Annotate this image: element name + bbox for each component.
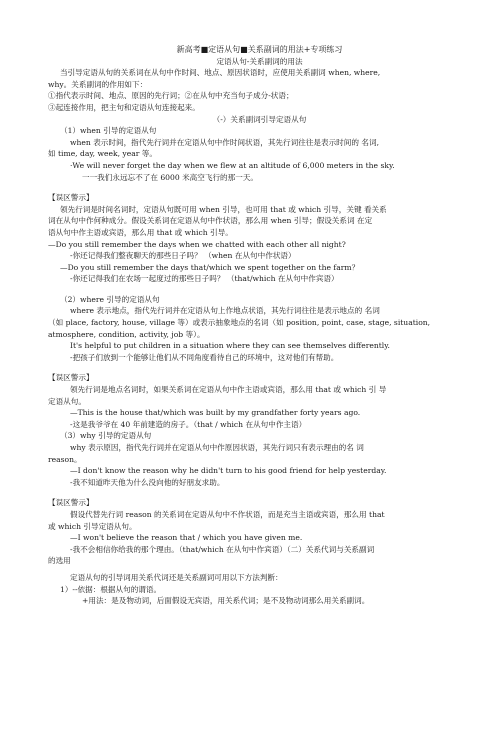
where-desc: atmosphere, condition, activity, job 等）。 bbox=[48, 329, 205, 339]
method-text: 定语从句的引导词用关系代词还是关系副词可用以下方法判断： bbox=[70, 572, 283, 582]
warning-text: 词在从句中作何种成分。假设关系词在定语从句中作状语，那么用 when 引导；假设关系词 在定 bbox=[48, 216, 373, 226]
warning-text: 假设代替先行词 reason 的关系词在定语从句中不作状语，而是充当主语或宾语，那么用 that bbox=[70, 509, 385, 519]
example-cn: 一一我们永远忘不了在 6000 米高空飞行的那一天。 bbox=[82, 172, 259, 182]
where-desc: （如 place, factory, house, village 等）或表示抽象地点的名词（如 position, point, case, stage, situation, bbox=[48, 318, 431, 328]
warning-text: 定语从句。 bbox=[48, 396, 86, 406]
example-en: —This is the house that/which was built by my grandfather forty years ago. bbox=[70, 408, 361, 418]
example-cn: -你还记得我们在农场一起度过的那些日子吗？ （that/which 在从句中作宾语） bbox=[70, 274, 339, 284]
example-en: —Do you still remember the days when we chatted with each other all night? bbox=[48, 239, 346, 249]
where-desc: where 表示地点，指代先行词并在定语从句上作地点状语，其先行词往往是表示地点的 名词 bbox=[70, 306, 380, 316]
intro-line: why。关系副词的作用如下： bbox=[48, 79, 148, 89]
example-cn: -把孩子们放到一个能够让他们从不同角度看待自己的环境中，这对他们有帮助。 bbox=[70, 352, 339, 362]
why-heading: （3）why 引导的定语从句 bbox=[60, 431, 152, 441]
warning-text: 或 which 引导定语从句。 bbox=[48, 521, 137, 531]
when-heading: （1）when 引导的定语从句 bbox=[60, 126, 157, 136]
doc-title: 新高考■定语从句■关系副词的用法+专项练习 bbox=[176, 45, 343, 54]
doc-subtitle: 定语从句-关系副词的用法 bbox=[216, 56, 303, 66]
example-cn: -我不会相信你给我的那个理由。（that/which 在从句中作宾语）（二）关系代词与关系副词 bbox=[70, 544, 375, 554]
intro-line: ③起连接作用，把主句和定语从句连接起来。 bbox=[48, 102, 200, 112]
example-cn: -你还记得我们整夜聊天的那些日子吗？ （when 在从句中作状语） bbox=[70, 251, 296, 261]
why-desc: why 表示原因，指代先行词并在定语从句中作原因状语，其先行词只有表示理由的名 词 bbox=[70, 443, 364, 452]
when-desc: when 表示时间，指代先行词并在定语从句中作时间状语，其先行词往往是表示时间的 名词, bbox=[70, 137, 379, 147]
example-cn: -我不知道昨天他为什么没向他的好朋友求助。 bbox=[70, 477, 225, 487]
example-en: —I won't believe the reason that / which you have given me. bbox=[70, 533, 303, 543]
why-desc: reason。 bbox=[48, 454, 82, 464]
method-text: 1）--依据：根据从句的谓语。 bbox=[60, 584, 162, 594]
example-cn: -这是我爷爷在 40 年前建造的房子。（that / which 在从句中作主语） bbox=[70, 419, 307, 429]
example-en: ·We will never forget the day when we flew at an altitude of 6,000 meters in the sky. bbox=[70, 160, 395, 170]
intro-line: ①指代表示时间、地点、原因的先行词；②在从句中充当句子成分-状语； bbox=[48, 91, 294, 101]
method-text: +用法：是及物动词，后面假设无宾语，用关系代词；是不及物动词那么用关系副词。 bbox=[82, 596, 370, 606]
warning-text: 语从句中作主语或宾语，那么用 that 或 which 引导。 bbox=[48, 227, 233, 237]
section-heading: （-）关系副词引导定语从句 bbox=[212, 114, 307, 124]
warning-heading: 【误区警示】 bbox=[48, 193, 94, 203]
example-cn: 的选用 bbox=[48, 556, 71, 566]
example-en: It's helpful to put children in a situation where they can see themselves differently. bbox=[70, 341, 390, 351]
where-heading: （2）where 引导的定语从句 bbox=[60, 294, 160, 304]
warning-text: 领先行词是时间名词时，定语从句既可用 when 引导，也可用 that 或 which 引导，关键 看关系 bbox=[60, 204, 387, 214]
warning-text: 领先行词是地点名词时，如果关系词在定语从句中作主语或宾语，那么用 that 或 which 引 导 bbox=[70, 385, 387, 395]
intro-line: 当引导定语从句的关系词在从句中作时间、地点、原因状语时，应使用关系副词 when, where, bbox=[60, 68, 381, 78]
example-en: —Do you still remember the days that/which we spent together on the farm？ bbox=[60, 262, 360, 272]
when-desc: 如 time, day, week, year 等。 bbox=[48, 149, 157, 159]
example-en: —I don't know the reason why he didn't turn to his good friend for help yesterday. bbox=[70, 466, 387, 476]
warning-heading: 【误区警示】 bbox=[48, 498, 94, 508]
warning-heading: 【误区警示】 bbox=[48, 373, 94, 383]
